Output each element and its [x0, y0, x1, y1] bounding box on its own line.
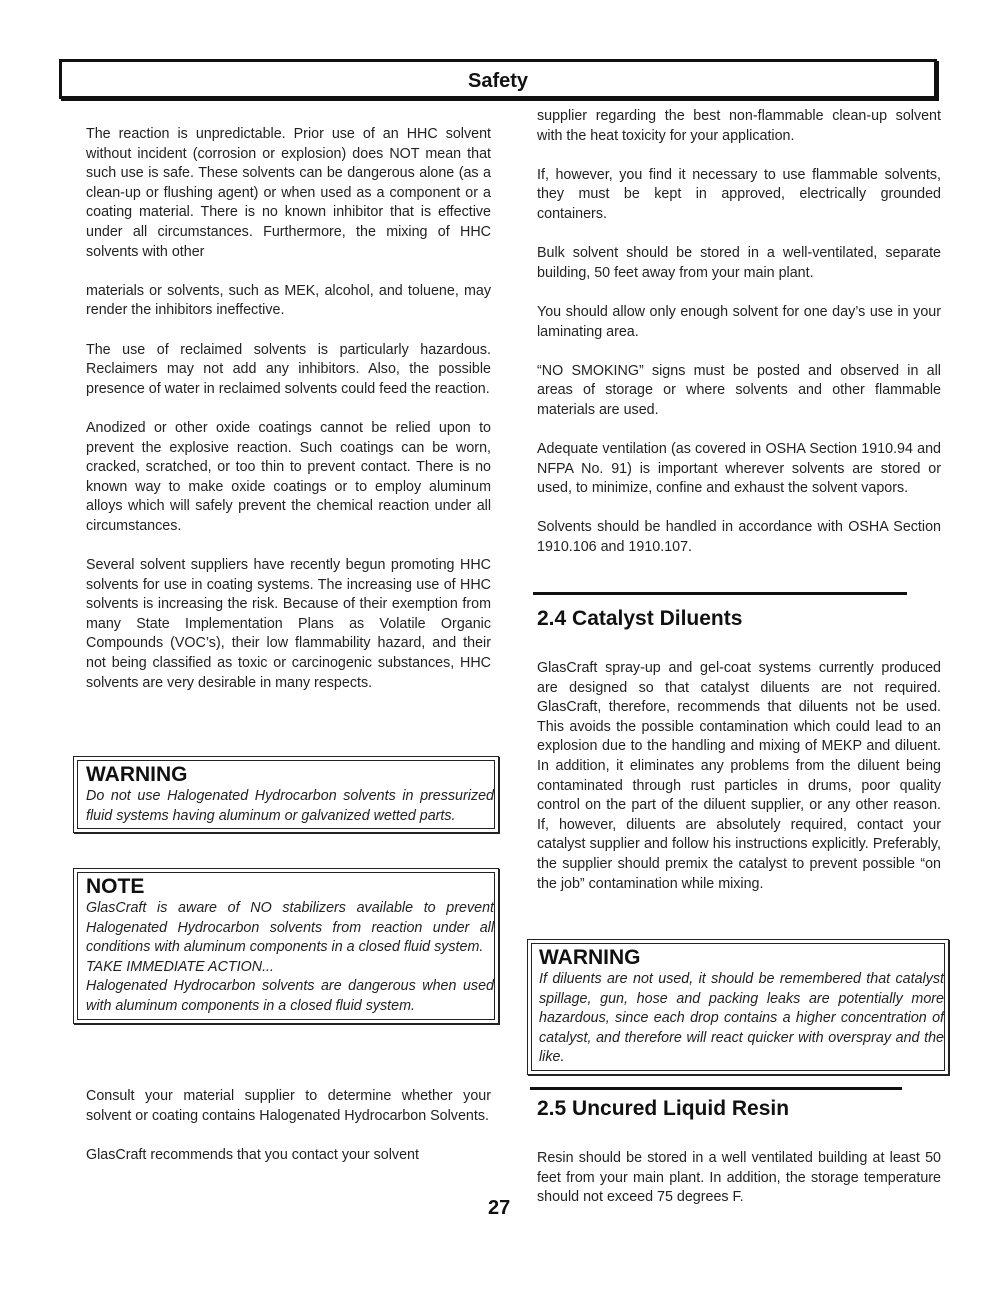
right-column — [537, 107, 941, 558]
paragraph-recommend: GlasCraft recommends that you contact your solvent — [86, 1146, 419, 1163]
paragraph-one-day: You should allow only enough solvent for one day’s use in your laminating area. — [537, 303, 941, 340]
paragraph-anodized: Anodized or other oxide coatings cannot be relied upon to prevent the explosive reaction. Such coatings can be worn, cracked, scratched, or too thin to prevent contact. There is no known way to make oxide coatings or to employ aluminum alloys which will safely prevent the chemical reaction under all circumstances. — [86, 419, 491, 534]
note-text-1: GlasCraft is aware of NO stabilizers available to prevent Halogenated Hydrocarbon solvents from reaction under all conditions with aluminum components in a closed fluid system. — [86, 900, 494, 956]
paragraph-suppliers: Several solvent suppliers have recently begun promoting HHC solvents for use in coating systems. The increasing use of HHC solvents is increasing the risk. Because of their exemption from many State Implementation Plans as Volatile Organic Compounds (VOC’s), their low flammability hazard, and their not being classified as toxic or carcinogenic substances, HHC solvents are very desirable in many respects. — [86, 557, 491, 691]
note-text-3: Halogenated Hydrocarbon solvents are dangerous when used with aluminum components in a closed fluid system. — [86, 978, 494, 1014]
note-box — [73, 868, 499, 1024]
paragraph-reclaimed: The use of reclaimed solvents is particularly hazardous. Reclaimers may not add any inhibitors. Also, the possible presence of water in reclaimed solvents could feed the reaction. — [86, 341, 491, 397]
paragraph-resin: Resin should be stored in a well ventilated building at least 50 feet from your main plant. In addition, the storage temperature should not exceed 75 degrees F. — [537, 1150, 941, 1206]
paragraph-catalyst-diluents: GlasCraft spray-up and gel-coat systems currently produced are designed so that catalyst diluents are not required. GlasCraft, therefore, recommends that diluents not be used. This avoids the possible contamination which could lead to an explosion due to the handling and mixing of MEKP and diluent. In addition, it eliminates any problems from the diluent being contaminated through rust particles in drums, poor quality control on the part of the diluent supplier, or any other reason. If, however, diluents are absolutely required, contact your catalyst supplier and follow his instructions explicitly. Preferably, the supplier should premix the catalyst to prevent possible “on the job” contamination while mixing. — [537, 660, 941, 892]
warning-box-right — [527, 939, 949, 1075]
section-rule-2-4 — [533, 592, 907, 595]
paragraph-no-smoking: “NO SMOKING” signs must be posted and observed in all areas of storage or where solvents and other flammable materials are used. — [537, 362, 941, 418]
section-heading-2-4: 2.4 Catalyst Diluents — [537, 607, 743, 630]
section-rule-2-5 — [530, 1087, 902, 1090]
left-column-bottom — [86, 1087, 491, 1165]
paragraph-materials: materials or solvents, such as MEK, alcohol, and toluene, may render the inhibitors ineffective. — [86, 282, 491, 319]
section-2-5-body — [537, 1149, 941, 1208]
paragraph-ventilation: Adequate ventilation (as covered in OSHA Section 1910.94 and NFPA No. 91) is important wherever solvents are stored or used, to minimize, confine and exhaust the solvent vapors. — [537, 441, 941, 497]
left-column — [86, 125, 491, 693]
paragraph-supplier: supplier regarding the best non-flammable clean-up solvent with the heat toxicity for your application. — [537, 108, 941, 144]
page-title: Safety — [467, 70, 529, 92]
paragraph-consult: Consult your material supplier to determine whether your solvent or coating contains Halogenated Hydrocarbon Solvents. — [86, 1088, 491, 1124]
warning-title: WARNING — [539, 946, 641, 969]
section-2-4-body — [537, 659, 941, 894]
warning-title: WARNING — [86, 763, 188, 786]
page-number: 27 — [488, 1197, 511, 1219]
warning-text: Do not use Halogenated Hydrocarbon solvents in pressurized fluid systems having aluminum or galvanized wetted parts. — [86, 788, 494, 824]
note-title: NOTE — [86, 875, 145, 898]
paragraph-flammable: If, however, you find it necessary to use flammable solvents, they must be kept in approved, electrically grounded containers. — [537, 166, 941, 222]
paragraph-reaction: The reaction is unpredictable. Prior use of an HHC solvent without incident (corrosion or explosion) does NOT mean that such use is safe. These solvents can be dangerous alone (as a clean-up or flushing agent) or when used as a component or a coating material. There is no known inhibitor that is effective under all circumstances. Furthermore, the mixing of HHC solvents with other — [86, 126, 491, 260]
note-text-2: TAKE IMMEDIATE ACTION... — [86, 958, 274, 975]
warning-box-left — [73, 756, 499, 833]
section-heading-2-5: 2.5 Uncured Liquid Resin — [537, 1097, 790, 1120]
header-box — [59, 59, 937, 99]
warning-text: If diluents are not used, it should be remembered that catalyst spillage, gun, hose and packing leaks are potentially more hazardous, since each drop contains a higher concentration of catalyst, and therefore will react quicker with overspray and the like. — [539, 971, 944, 1066]
paragraph-bulk: Bulk solvent should be stored in a well-ventilated, separate building, 50 feet away from your main plant. — [537, 245, 941, 281]
paragraph-osha: Solvents should be handled in accordance with OSHA Section 1910.106 and 1910.107. — [537, 519, 941, 556]
